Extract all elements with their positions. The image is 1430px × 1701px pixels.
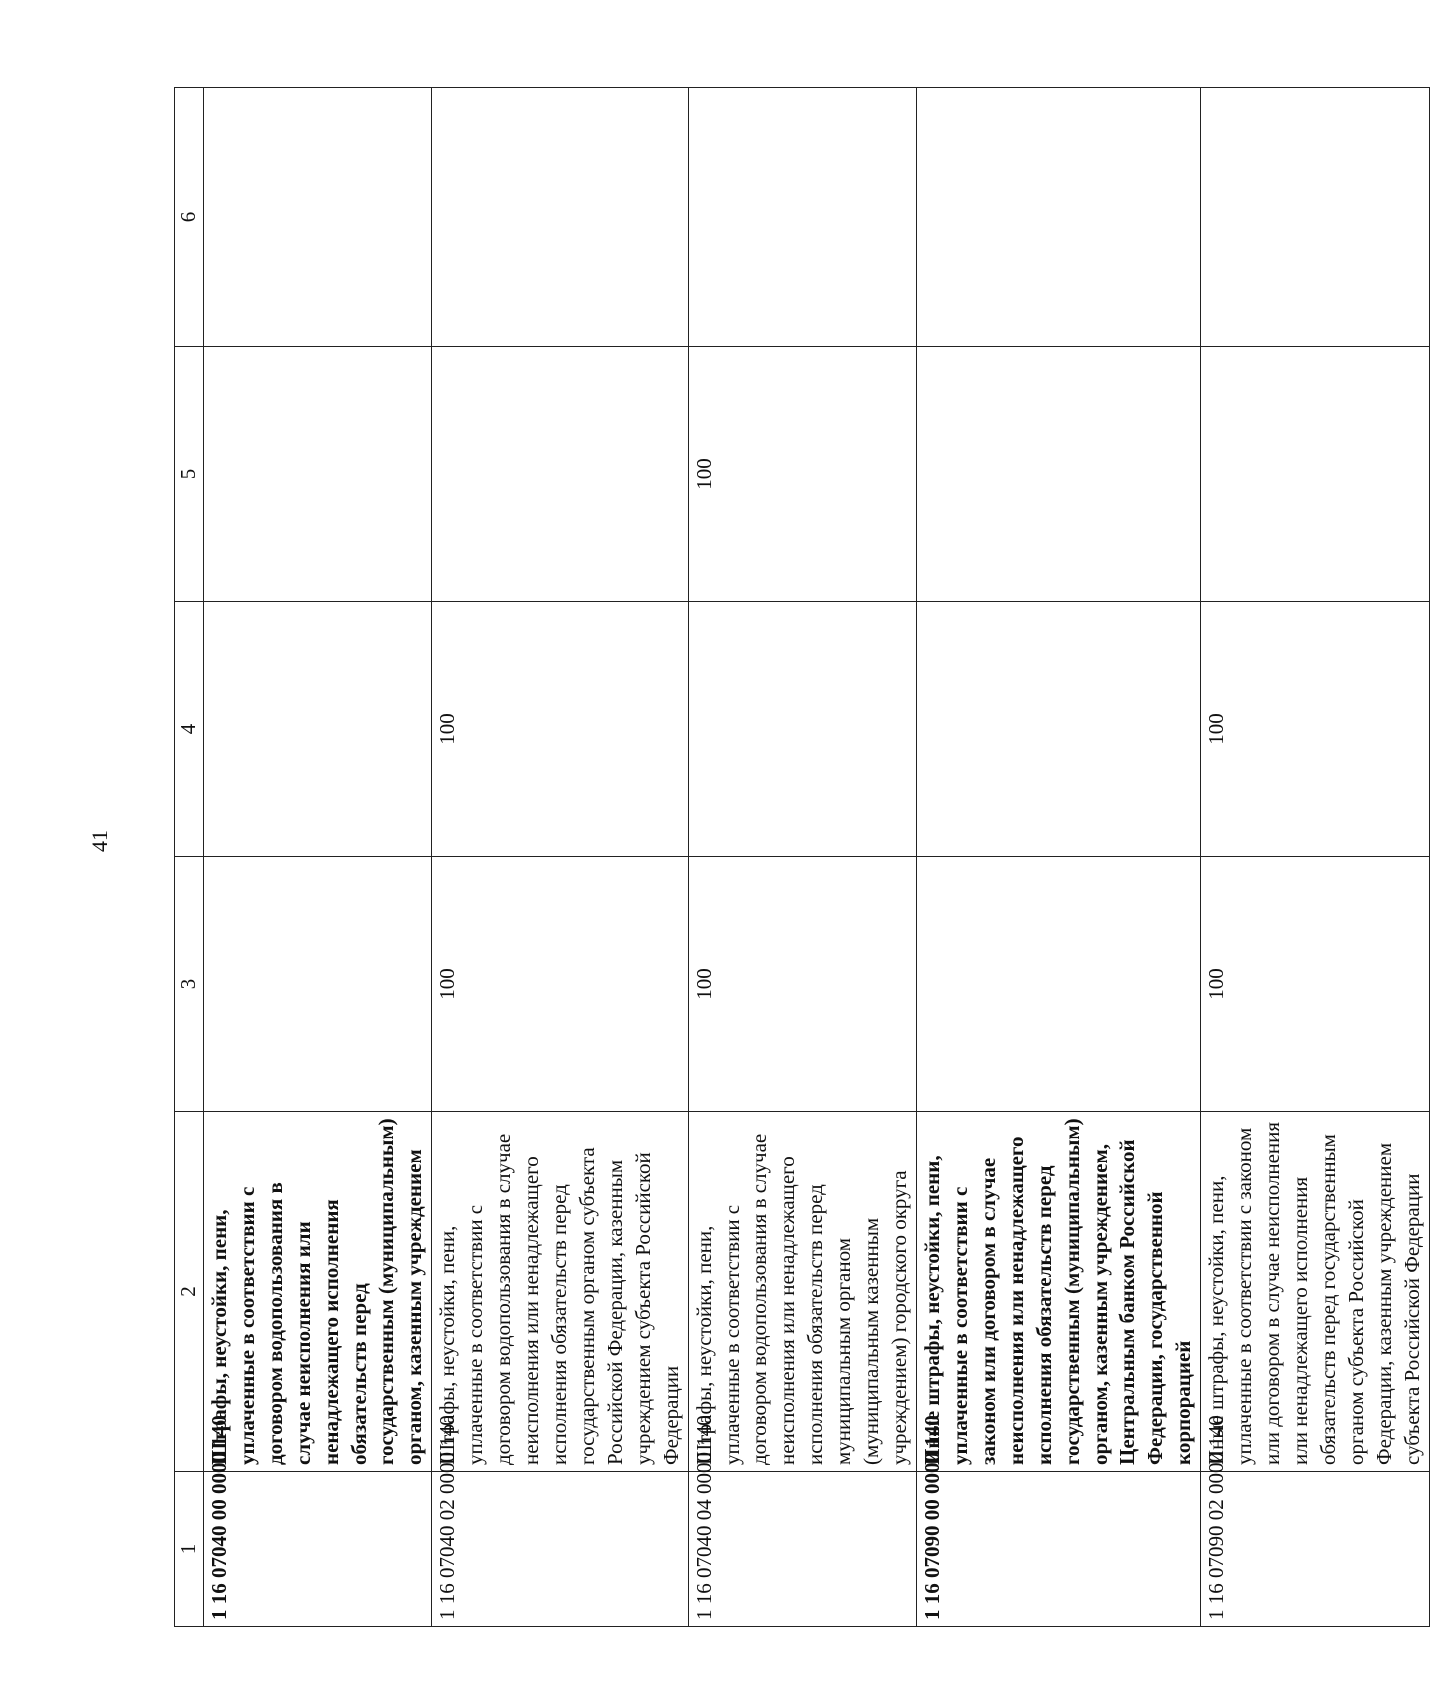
header-col-6: 6 <box>175 88 204 347</box>
row-description: Штрафы, неустойки, пени, уплаченные в соответствии с договором водопользования в случае неисполнения или ненадлежащего исполнения обязательств перед государственным (муниципальным) органом, казенным учреждением <box>203 1112 431 1472</box>
row-description: Штрафы, неустойки, пени, уплаченные в соответствии с договором водопользования в случае неисполнения или ненадлежащего исполнения обязательств перед муниципальным органом (муниципальным казенным учреждением) городского округа <box>688 1112 916 1472</box>
row-col-6 <box>1201 88 1429 347</box>
row-description: Иные штрафы, неустойки, пени, уплаченные в соответствии с законом или договором в случае неисполнения или ненадлежащего исполнения обязательств перед государственным (муниципальным) органом, казенным учреждением, Центральным банком Российской Федерации, государственной корпорацией <box>916 1112 1200 1472</box>
row-description: Иные штрафы, неустойки, пени, уплаченные в соответствии с законом или договором в случае неисполнения или ненадлежащего исполнения обязательств перед государственным органом субъекта Российской Федерации, казенным учреждением субъекта Российской Федерации <box>1201 1112 1429 1472</box>
table-row <box>916 88 1200 1627</box>
row-col-4: 100 <box>1201 602 1429 857</box>
header-col-5: 5 <box>175 347 204 602</box>
row-col-5 <box>203 347 431 602</box>
page-number: 41 <box>87 830 112 852</box>
row-col-3: 100 <box>432 857 688 1112</box>
row-col-6 <box>688 88 916 347</box>
row-col-5 <box>916 347 1200 602</box>
row-col-4 <box>688 602 916 857</box>
table-row <box>688 88 916 1627</box>
row-code: 1 16 07040 02 0000 140 <box>432 1472 688 1627</box>
row-col-4: 100 <box>432 602 688 857</box>
row-description: Штрафы, неустойки, пени, уплаченные в соответствии с договором водопользования в случае неисполнения или ненадлежащего исполнения обязательств перед государственным органом субъекта Российской Федерации, казенным учреждением субъекта Российской Федерации <box>432 1112 688 1472</box>
row-col-4 <box>916 602 1200 857</box>
row-col-6 <box>203 88 431 347</box>
row-code: 1 16 07040 04 0000 140 <box>688 1472 916 1627</box>
table-row <box>1201 88 1429 1627</box>
row-col-6 <box>432 88 688 347</box>
row-code: 1 16 07040 00 0000 140 <box>203 1472 431 1627</box>
row-col-5 <box>1201 347 1429 602</box>
row-code: 1 16 07090 00 0000 140 <box>916 1472 1200 1627</box>
header-col-4: 4 <box>175 602 204 857</box>
row-col-5: 100 <box>688 347 916 602</box>
row-col-5 <box>432 347 688 602</box>
row-col-3: 100 <box>1201 857 1429 1112</box>
header-row <box>175 88 204 1627</box>
row-code: 1 16 07090 02 0000 140 <box>1201 1472 1429 1627</box>
header-col-3: 3 <box>175 857 204 1112</box>
revenue-distribution-table <box>174 87 1430 1627</box>
row-col-4 <box>203 602 431 857</box>
row-col-6 <box>916 88 1200 347</box>
header-col-2: 2 <box>175 1112 204 1472</box>
row-col-3 <box>916 857 1200 1112</box>
row-col-3: 100 <box>688 857 916 1112</box>
table-row <box>432 88 688 1627</box>
row-col-3 <box>203 857 431 1112</box>
table-row <box>203 88 431 1627</box>
header-col-1: 1 <box>175 1472 204 1627</box>
rotated-table-container <box>174 88 1424 1627</box>
